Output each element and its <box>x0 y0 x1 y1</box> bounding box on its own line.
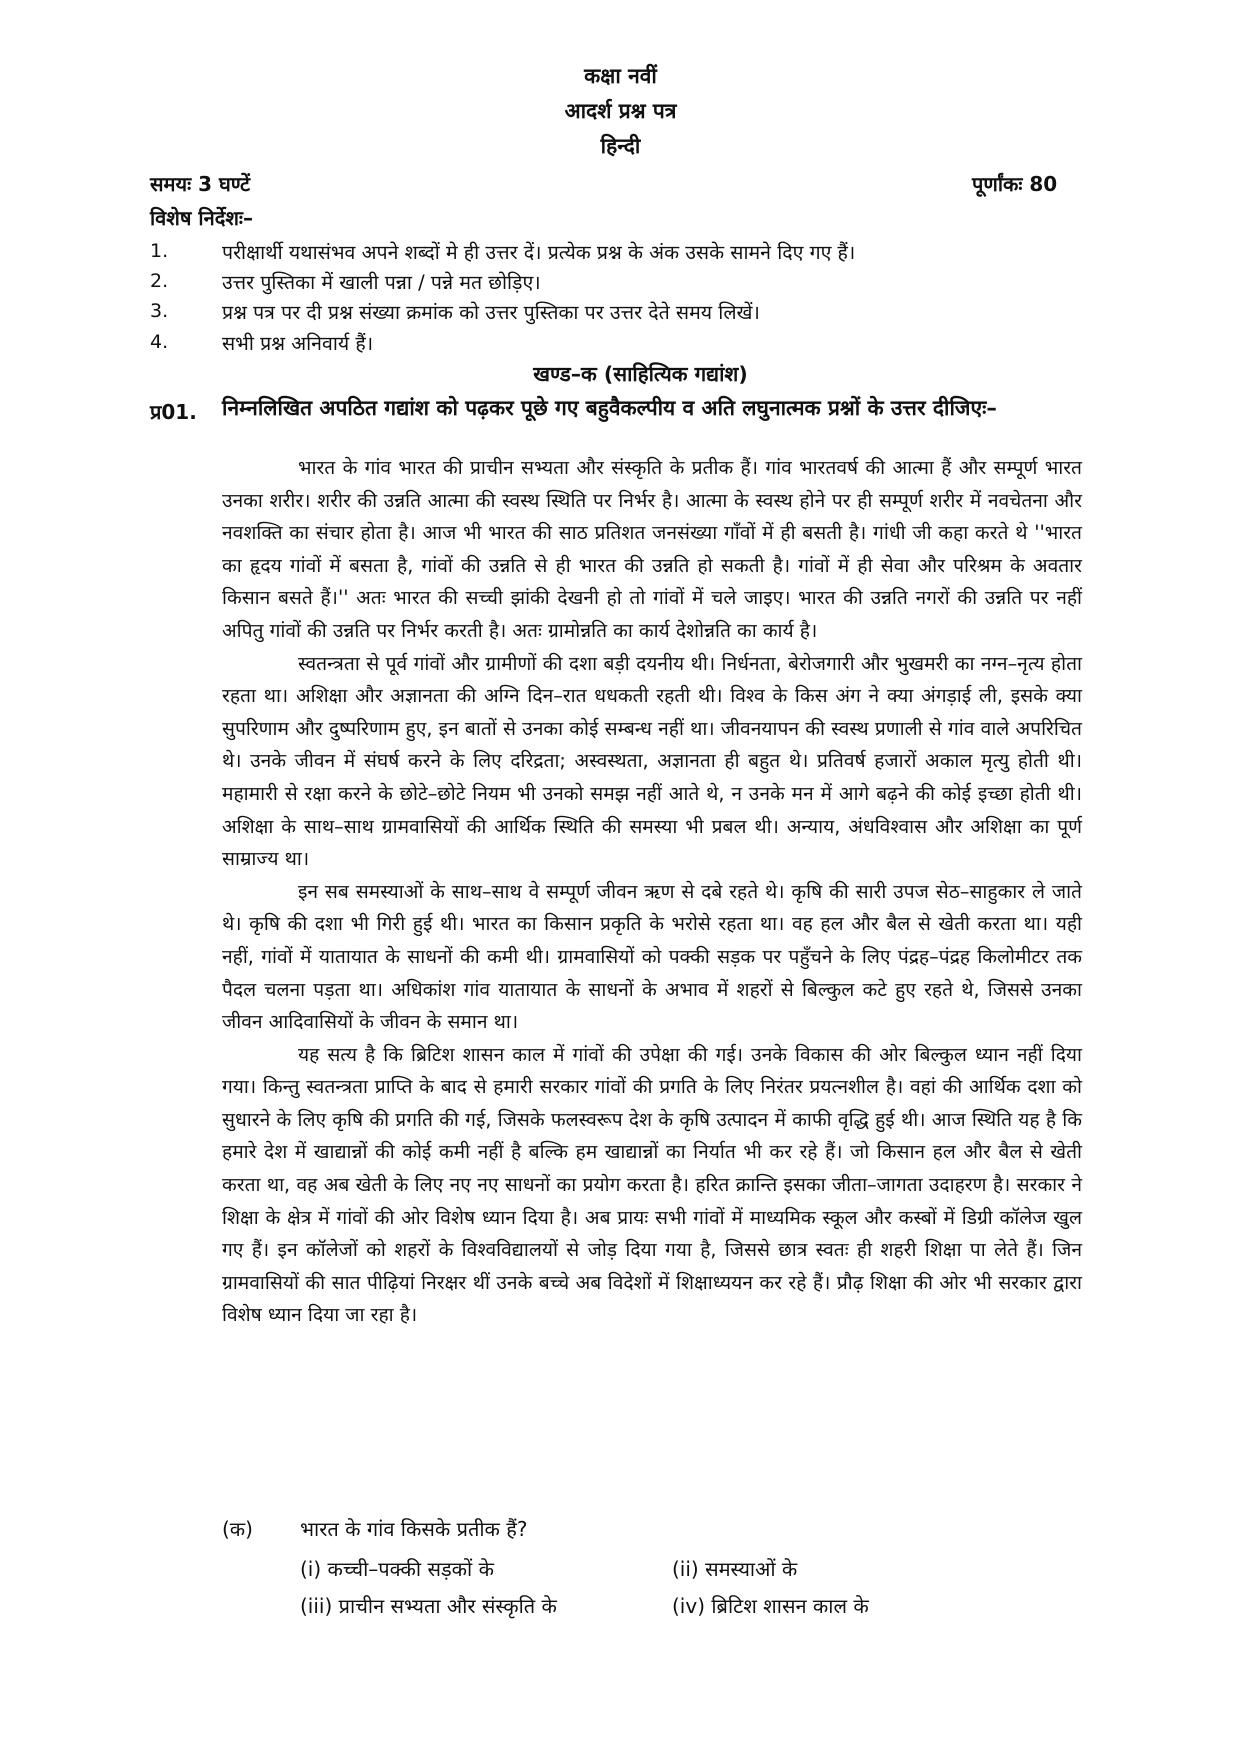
instruction-text: प्रश्न पत्र पर दी प्रश्न संख्या क्रमांक को उत्तर पुस्तिका पर उत्तर देते समय लिखें। <box>222 301 760 324</box>
question-prompt: निम्नलिखित अपठित गद्यांश को पढ़कर पूछे गए बहुवैकल्पीय व अति लघुनात्मक प्रश्नों के उत्तर दीजिएः– <box>222 396 997 420</box>
question-number: प्र01. <box>150 400 197 424</box>
instruction-text: सभी प्रश्न अनिवार्य हैं। <box>222 332 374 355</box>
passage <box>222 452 1082 1332</box>
subject-title: हिन्दी <box>600 134 641 158</box>
instruction-text: परीक्षार्थी यथासंभव अपने शब्दों मे ही उत्तर दें। प्रत्येक प्रश्न के अंक उसके सामने दिए गए हैं। <box>222 241 856 264</box>
section-title: खण्ड–क (साहित्यिक गद्यांश) <box>533 362 748 386</box>
instruction-number: 3. <box>150 300 169 322</box>
instruction-number: 1. <box>150 240 169 262</box>
instruction-number: 4. <box>150 331 169 353</box>
subquestion-text: भारत के गांव किसके प्रतीक हैं? <box>300 1517 528 1541</box>
passage-paragraph: यह सत्य है कि ब्रिटिश शासन काल में गांवों की उपेक्षा की गई। उनके विकास की ओर बिल्कुल ध्यान नहीं दिया गया। किन्तु स्वतन्त्रता प्राप्ति के बाद से हमारी सरकार गांवों की प्रगति के लिए निरंतर प्रयत्नशील है। वहां की आर्थिक दशा को सुधारने के लिए कृषि की प्रगति की गई, जिसके फलस्वरूप देश के कृषि उत्पादन में काफी वृद्धि हुई थी। आज स्थिति यह है कि हमारे देश में खाद्यान्नों की कोई कमी नहीं है बल्कि हम खाद्यान्नों का निर्यात भी कर रहे हैं। जो किसान हल और बैल से खेती करता था, वह अब खेती के लिए नए नए साधनों का प्रयोग करता है। हरित क्रान्ति इसका जीता–जागता उदाहरण है। सरकार ने शिक्षा के क्षेत्र में गांवों की ओर विशेष ध्यान दिया है। अब प्रायः सभी गांवों में माध्यमिक स्कूल और कस्बों में डिग्री कॉलेज खुल गए हैं। इन कॉलेजों को शहरों के विश्वविद्यालयों से जोड़ दिया गया है, जिससे छात्र स्वतः ही शहरी शिक्षा पा लेते हैं। जिन ग्रामवासियों की सात पीढ़ियां निरक्षर थीं उनके बच्चे अब विदेशों में शिक्षाध्ययन कर रहे हैं। प्रौढ़ शिक्षा की ओर भी सरकार द्वारा विशेष ध्यान दिया जा रहा है। <box>222 1042 1082 1327</box>
instruction-text: उत्तर पुस्तिका में खाली पन्ना / पन्ने मत छोड़िए। <box>222 271 541 294</box>
instruction-number: 2. <box>150 270 169 292</box>
class-title: कक्षा नवीं <box>584 64 657 88</box>
option-ii: (ii) समस्याओं के <box>672 1557 798 1581</box>
option-iii: (iii) प्राचीन सभ्यता और संस्कृति के <box>300 1594 557 1618</box>
time-label: समयः 3 घण्टें <box>150 172 251 196</box>
instructions-heading: विशेष निर्देशः– <box>150 206 253 230</box>
subquestion-label: (क) <box>222 1517 253 1541</box>
max-marks-label: पूर्णांकः 80 <box>972 172 1058 196</box>
option-iv: (iv) ब्रिटिश शासन काल के <box>672 1594 869 1618</box>
passage-paragraph: स्वतन्त्रता से पूर्व गांवों और ग्रामीणों की दशा बड़ी दयनीय थी। निर्धनता, बेरोजगारी और भुखमरी का नग्न–नृत्य होता रहता था। अशिक्षा और अज्ञानता की अग्नि दिन–रात धधकती रहती थी। विश्व के किस अंग ने क्या अंगड़ाई ली, इसके क्या सुपरिणाम और दुष्परिणाम हुए, इन बातों से उनका कोई सम्बन्ध नहीं था। जीवनयापन की स्वस्थ प्रणाली से गांव वाले अपरिचित थे। उनके जीवन में संघर्ष करने के लिए दरिद्रता; अस्वस्थता, अज्ञानता ही बहुत थे। प्रतिवर्ष हजारों अकाल मृत्यु होती थी। महामारी से रक्षा करने के छोटे–छोटे नियम भी उनको समझ नहीं आते थे, न उनके मन में आगे बढ़ने की कोई इच्छा होती थी। अशिक्षा के साथ–साथ ग्रामवासियों की आर्थिक स्थिति की समस्या भी प्रबल थी। अन्याय, अंधविश्वास और अशिक्षा का पूर्ण साम्राज्य था। <box>222 651 1082 871</box>
passage-paragraph: इन सब समस्याओं के साथ–साथ वे सम्पूर्ण जीवन ऋण से दबे रहते थे। कृषि की सारी उपज सेठ–साहुकार ले जाते थे। कृषि की दशा भी गिरी हुई थी। भारत का किसान प्रकृति के भरोसे रहता था। वह हल और बैल से खेती करता था। यही नहीं, गांवों में यातायात के साधनों की कमी थी। ग्रामवासियों को पक्की सड़क पर पहुँचने के लिए पंद्रह–पंद्रह किलोमीटर तक पैदल चलना पड़ता था। अधिकांश गांव यातायात के साधनों के अभाव में शहरों से बिल्कुल कटे हुए रहते थे, जिससे उनका जीवन आदिवासियों के जीवन के समान था। <box>222 879 1082 1034</box>
option-i: (i) कच्ची–पक्की सड़कों के <box>300 1557 494 1581</box>
paper-title: आदर्श प्रश्न पत्र <box>564 99 677 123</box>
passage-paragraph: भारत के गांव भारत की प्राचीन सभ्यता और संस्कृति के प्रतीक हैं। गांव भारतवर्ष की आत्मा हैं और सम्पूर्ण भारत उनका शरीर। शरीर की उन्नति आत्मा की स्वस्थ स्थिति पर निर्भर है। आत्मा के स्वस्थ होने पर ही सम्पूर्ण शरीर में नवचेतना और नवशक्ति का संचार होता है। आज भी भारत की साठ प्रतिशत जनसंख्या गाँवों में ही बसती है। गांधी जी कहा करते थे ''भारत का हृदय गांवों में बसता है, गांवों की उन्नति से ही भारत की उन्नति हो सकती है। गांवों में ही सेवा और परिश्रम के अवतार किसान बसते हैं।'' अतः भारत की सच्ची झांकी देखनी हो तो गांवों में चले जाइए। भारत की उन्नति नगरों की उन्नति पर नहीं अपितु गांवों की उन्नति पर निर्भर करती है। अतः ग्रामोन्नति का कार्य देशोन्नति का कार्य है। <box>222 456 1082 642</box>
